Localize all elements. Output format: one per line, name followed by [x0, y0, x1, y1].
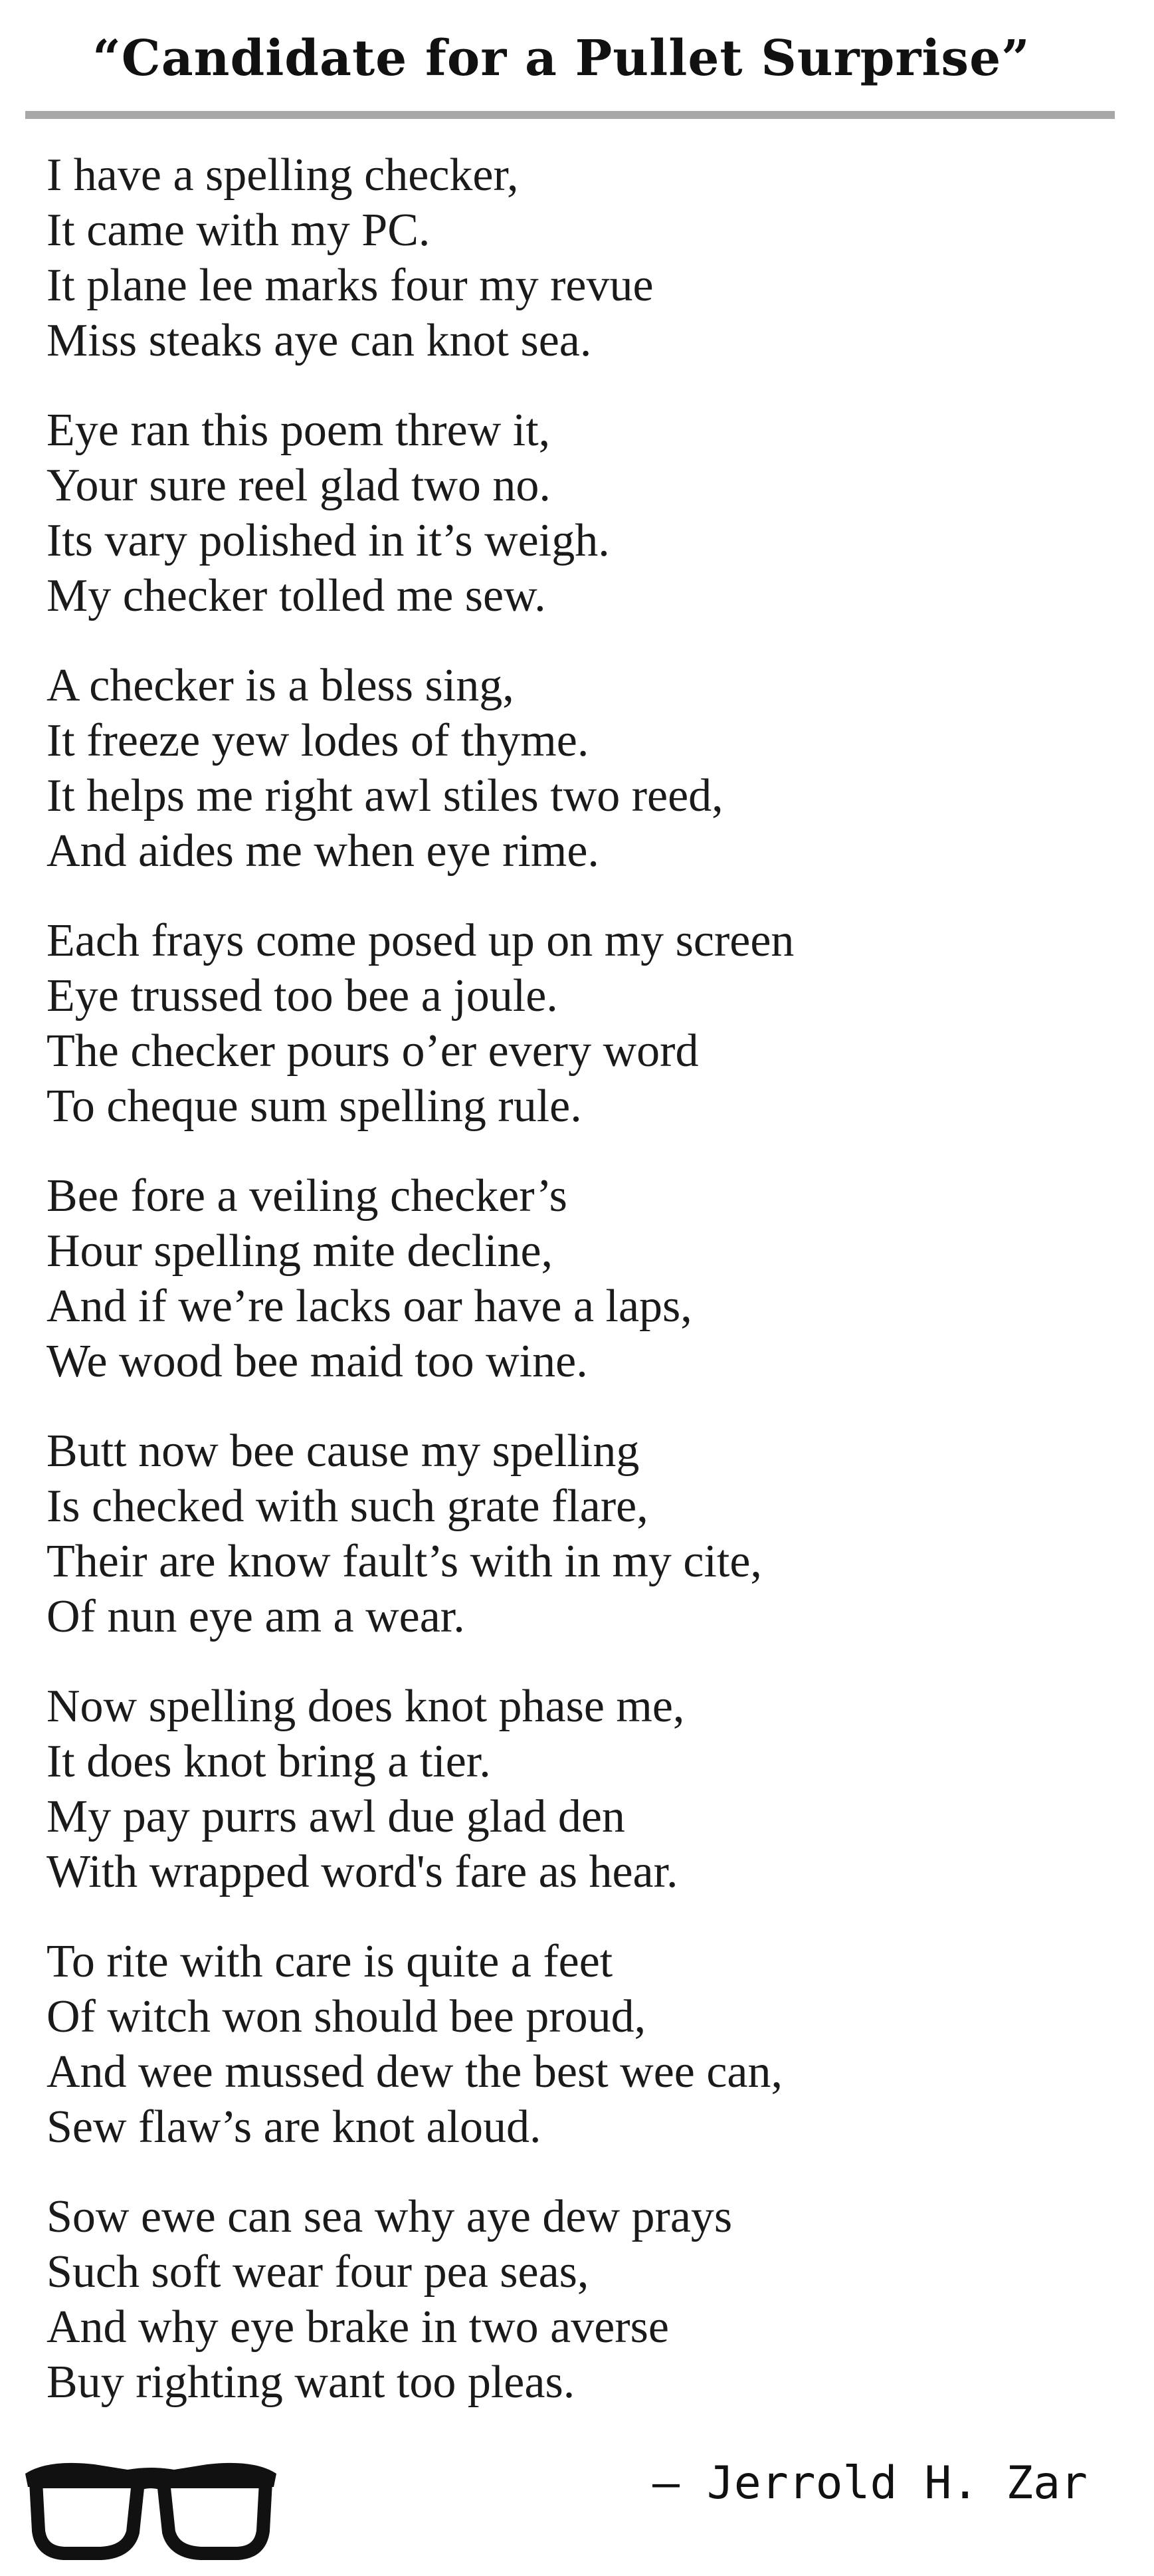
poem-line: I have a spelling checker, [47, 150, 519, 201]
poem-line: Eye trussed too bee a joule. [47, 970, 558, 1021]
poem-line: It does knot bring a tier. [47, 1736, 491, 1787]
poem-line: Hour spelling mite decline, [47, 1226, 553, 1277]
poem-line: Is checked with such grate flare, [47, 1481, 648, 1532]
poem-line: Such soft wear four pea seas, [47, 2246, 589, 2298]
stanza-2 [47, 403, 1083, 623]
stanza-7 [47, 1679, 1083, 1899]
poem-line: To cheque sum spelling rule. [47, 1081, 582, 1132]
poem-line: Butt now bee cause my spelling [47, 1426, 640, 1477]
stanza-3 [47, 658, 1083, 879]
poem-body [47, 148, 1083, 2444]
poem-title: “Candidate for a Pullet Surprise” [92, 30, 1030, 87]
poem-line: Their are know fault’s with in my cite, [47, 1536, 762, 1587]
poem-line: We wood bee maid too wine. [47, 1336, 588, 1387]
poem-footer [0, 2419, 1154, 2576]
poem-line: Now spelling does knot phase me, [47, 1681, 685, 1732]
poem-line: The checker pours o’er every word [47, 1025, 699, 1077]
poem-line: A checker is a bless sing, [47, 660, 514, 711]
poem-line: And if we’re lacks oar have a laps, [47, 1281, 692, 1332]
poem-line: Sew flaw’s are knot aloud. [47, 2101, 541, 2153]
poem-line: Eye ran this poem threw it, [47, 405, 551, 456]
poem-line: Your sure reel glad two no. [47, 460, 551, 511]
poem-line: My checker tolled me sew. [47, 570, 546, 621]
stanza-6 [47, 1424, 1083, 1644]
stanza-4 [47, 913, 1083, 1134]
stanza-1 [47, 148, 1083, 368]
stanza-9 [47, 2189, 1083, 2410]
poem-line: Of nun eye am a wear. [47, 1591, 465, 1642]
poem-line: Of witch won should bee proud, [47, 1991, 646, 2042]
poem-line: And why eye brake in two averse [47, 2302, 669, 2353]
poem-line: It plane lee marks four my revue [47, 260, 654, 311]
poem-line: And aides me when eye rime. [47, 825, 599, 877]
poem-line: It helps me right awl stiles two reed, [47, 770, 723, 821]
poem-line: It freeze yew lodes of thyme. [47, 715, 589, 766]
poem-line: Sow ewe can sea why aye dew prays [47, 2191, 733, 2242]
poem-author: — Jerrold H. Zar [652, 2457, 1088, 2510]
poem-line: Buy righting want too pleas. [47, 2357, 575, 2408]
stanza-8 [47, 1934, 1083, 2155]
poem-line: Miss steaks aye can knot sea. [47, 315, 592, 366]
poem-line: And wee mussed dew the best wee can, [47, 2046, 783, 2097]
poem-line: It came with my PC. [47, 205, 431, 256]
poem-line: With wrapped word's fare as hear. [47, 1846, 678, 1897]
poem-line: Bee fore a veiling checker’s [47, 1170, 567, 1222]
poem-line: Each frays come posed up on my screen [47, 915, 795, 966]
title-divider [25, 111, 1115, 119]
poem-line: Its vary polished in it’s weigh. [47, 515, 610, 566]
poem-line: To rite with care is quite a feet [47, 1936, 613, 1987]
poem-line: My pay purrs awl due glad den [47, 1791, 625, 1842]
eyeglasses-icon [21, 2452, 280, 2565]
stanza-5 [47, 1168, 1083, 1389]
